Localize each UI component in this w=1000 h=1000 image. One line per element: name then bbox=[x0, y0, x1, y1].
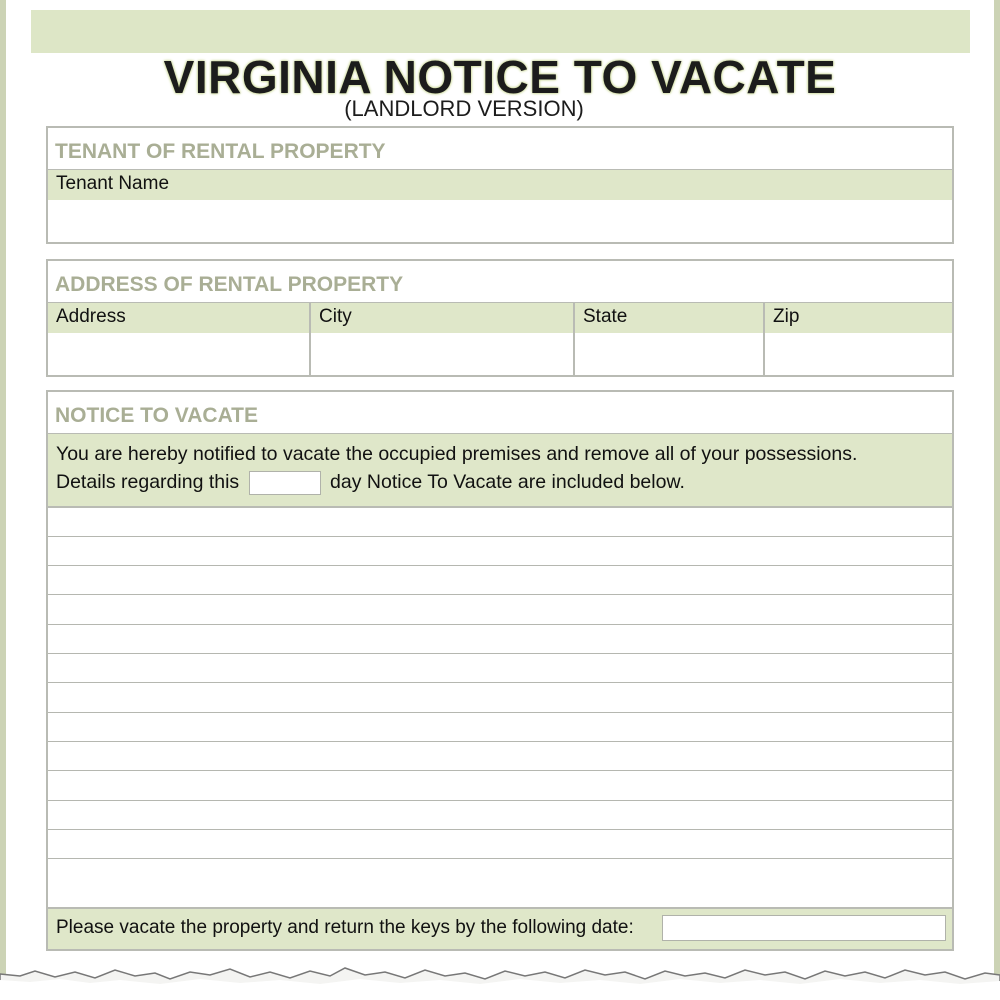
notice-line-2-start: Details regarding this bbox=[56, 471, 240, 493]
details-line bbox=[48, 770, 952, 771]
address-grid bbox=[48, 303, 952, 375]
details-line bbox=[48, 624, 952, 625]
notice-text bbox=[48, 434, 952, 508]
state-label: State bbox=[583, 306, 628, 327]
notice-line-1: You are hereby notified to vacate the occupied premises and remove all of your possessions. bbox=[56, 443, 858, 465]
state-column bbox=[575, 303, 765, 375]
notice-section bbox=[46, 390, 954, 951]
vacate-date-input[interactable] bbox=[662, 915, 946, 941]
details-line bbox=[48, 829, 952, 830]
tenant-name-field[interactable] bbox=[48, 200, 952, 240]
page-edge-left bbox=[0, 0, 6, 975]
zip-column bbox=[765, 303, 952, 375]
tenant-name-label: Tenant Name bbox=[56, 173, 170, 194]
notice-line-2 bbox=[56, 468, 944, 496]
address-section bbox=[46, 259, 954, 377]
days-input[interactable] bbox=[249, 471, 321, 495]
details-lines[interactable] bbox=[48, 508, 952, 908]
page-edge-right bbox=[994, 0, 1000, 975]
details-line bbox=[48, 682, 952, 683]
vacate-date-label: Please vacate the property and return the keys by the following date: bbox=[56, 917, 634, 938]
details-line bbox=[48, 536, 952, 537]
details-line bbox=[48, 858, 952, 859]
zip-field[interactable] bbox=[765, 333, 952, 373]
tenant-section-title: TENANT OF RENTAL PROPERTY bbox=[48, 128, 952, 170]
address-column bbox=[48, 303, 311, 375]
document-title: VIRGINIA NOTICE TO VACATE bbox=[163, 51, 837, 103]
vacate-date-row bbox=[48, 907, 952, 949]
state-field[interactable] bbox=[575, 333, 763, 373]
address-label: Address bbox=[56, 306, 126, 327]
tenant-section bbox=[46, 126, 954, 244]
address-section-title: ADDRESS OF RENTAL PROPERTY bbox=[48, 261, 952, 303]
details-line bbox=[48, 594, 952, 595]
address-field[interactable] bbox=[48, 333, 309, 373]
details-line bbox=[48, 800, 952, 801]
notice-line-2-end: day Notice To Vacate are included below. bbox=[330, 471, 685, 493]
city-label: City bbox=[319, 306, 352, 327]
header-band bbox=[31, 10, 970, 53]
details-line bbox=[48, 741, 952, 742]
city-field[interactable] bbox=[311, 333, 573, 373]
document-subtitle: (LANDLORD VERSION) bbox=[344, 96, 584, 121]
details-line bbox=[48, 712, 952, 713]
tenant-name-label-row bbox=[48, 170, 952, 200]
details-line bbox=[48, 653, 952, 654]
zip-label: Zip bbox=[773, 306, 800, 327]
details-line bbox=[48, 565, 952, 566]
notice-section-title: NOTICE TO VACATE bbox=[48, 392, 952, 434]
torn-paper-edge bbox=[0, 960, 1000, 1000]
city-column bbox=[311, 303, 575, 375]
